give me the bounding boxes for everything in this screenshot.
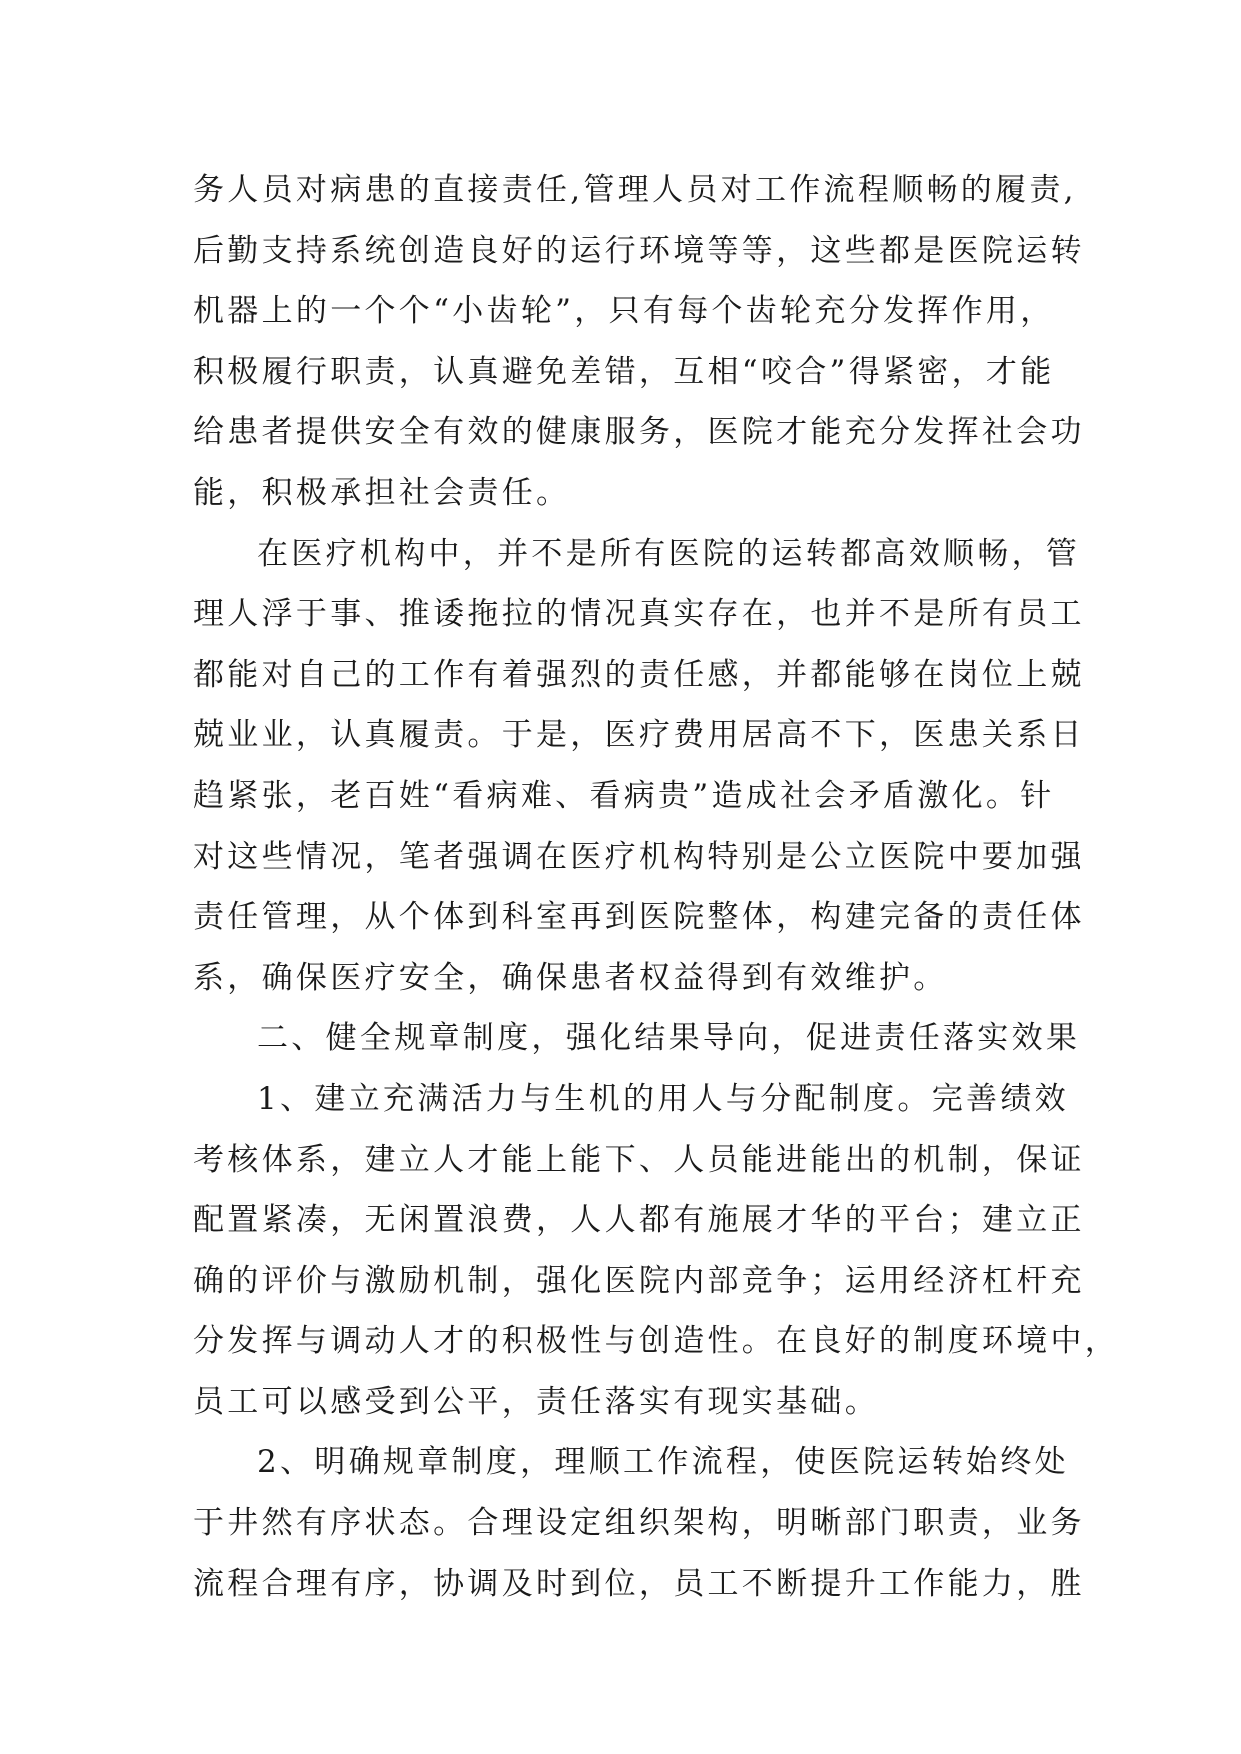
text-line: 于井然有序状态。合理设定组织架构，明晰部门职责，业务: [193, 1505, 1085, 1542]
text-line: 2、明确规章制度，理顺工作流程，使医院运转始终处: [257, 1444, 1069, 1481]
text-line: 对这些情况，笔者强调在医疗机构特别是公立医院中要加强: [193, 838, 1085, 875]
text-line: 流程合理有序，协调及时到位，员工不断提升工作能力，胜: [193, 1565, 1085, 1602]
document-body: [193, 160, 1120, 1614]
text-line: 理人浮于事、推诿拖拉的情况真实存在，也并不是所有员工: [193, 596, 1085, 633]
text-line: 配置紧凑，无闲置浪费，人人都有施展才华的平台；建立正: [193, 1202, 1085, 1239]
text-line: 能，积极承担社会责任。: [193, 474, 571, 511]
text-line: 趋紧张，老百姓“看病难、看病贵”造成社会矛盾激化。针: [193, 777, 1055, 814]
text-line: 积极履行职责，认真避免差错，互相“咬合”得紧密，才能: [193, 353, 1055, 390]
text-line: 员工可以感受到公平，责任落实有现实基础。: [193, 1383, 879, 1420]
text-line: 1、建立充满活力与生机的用人与分配制度。完善绩效: [257, 1080, 1069, 1117]
text-line: 分发挥与调动人才的积极性与创造性。在良好的制度环境中，: [193, 1323, 1120, 1360]
text-line: 二、健全规章制度，强化结果导向，促进责任落实效果: [257, 1020, 1081, 1057]
text-line: 责任管理，从个体到科室再到医院整体，构建完备的责任体: [193, 899, 1085, 936]
text-line: 考核体系，建立人才能上能下、人员能进能出的机制，保证: [193, 1141, 1085, 1178]
text-line: 系，确保医疗安全，确保患者权益得到有效维护。: [193, 959, 948, 996]
text-line: 机器上的一个个“小齿轮”，只有每个齿轮充分发挥作用，: [193, 293, 1055, 330]
text-line: 给患者提供安全有效的健康服务，医院才能充分发挥社会功: [193, 414, 1085, 451]
text-line: 确的评价与激励机制，强化医院内部竞争；运用经济杠杆充: [193, 1262, 1085, 1299]
text-line: 在医疗机构中，并不是所有医院的运转都高效顺畅，管: [257, 535, 1081, 572]
text-line: 后勤支持系统创造良好的运行环境等等，这些都是医院运转: [193, 232, 1085, 269]
text-line: 都能对自己的工作有着强烈的责任感，并都能够在岗位上兢: [193, 656, 1085, 693]
text-line: 兢业业，认真履责。于是，医疗费用居高不下，医患关系日: [193, 717, 1085, 754]
text-line: 务人员对病患的直接责任,管理人员对工作流程顺畅的履责,: [193, 172, 1077, 208]
